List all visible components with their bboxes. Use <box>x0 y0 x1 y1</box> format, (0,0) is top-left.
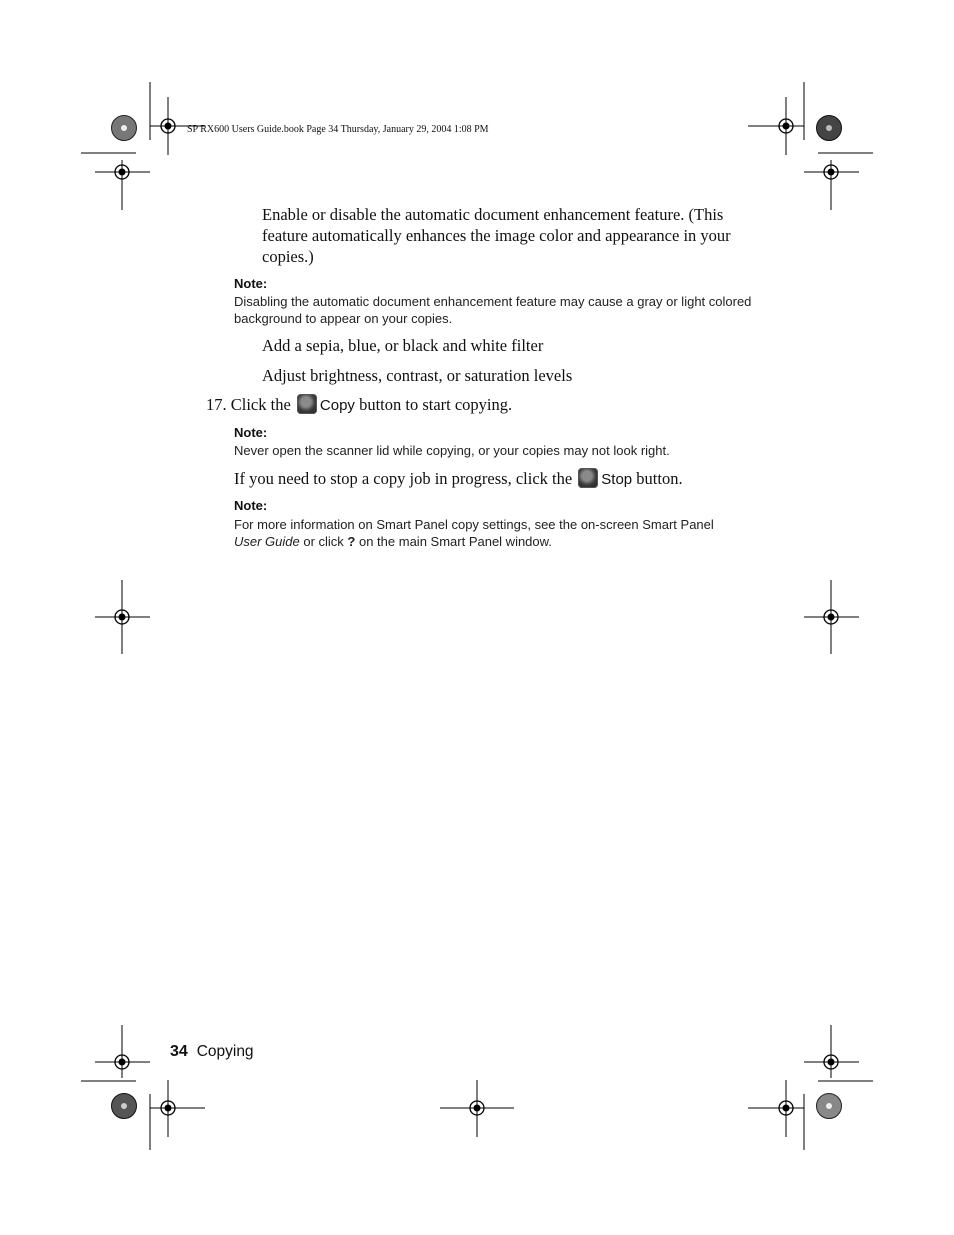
note-text-pre: For more information on Smart Panel copy settings, see the on-screen Smart Panel <box>234 517 714 532</box>
stop-text-post: button. <box>636 469 683 488</box>
step-number: 17. <box>206 395 227 414</box>
stop-text-pre: If you need to stop a copy job in progress, click the <box>234 469 573 488</box>
user-guide-ref: User Guide <box>234 534 300 549</box>
note-text <box>234 516 754 550</box>
stop-instruction <box>234 468 683 490</box>
note-text-mid: or click <box>299 534 348 549</box>
page-number: 34 <box>170 1043 188 1060</box>
adjust-item: Adjust brightness, contrast, or saturation levels <box>262 366 573 385</box>
note-label: Note: <box>234 498 268 513</box>
filter-item: Add a sepia, blue, or black and white filter <box>262 336 544 355</box>
note-text: Disabling the automatic document enhancement feature may cause a gray or light colored background to appear on your copies. <box>234 294 752 326</box>
stop-button-label: Stop <box>601 471 633 488</box>
note-label: Note: <box>234 425 268 440</box>
step-17 <box>206 394 512 416</box>
section-name: Copying <box>196 1043 254 1060</box>
page-footer <box>170 1043 254 1061</box>
running-header: SP RX600 Users Guide.book Page 34 Thursday, January 29, 2004 1:08 PM <box>187 124 489 135</box>
step-text-post: button to start copying. <box>359 395 513 414</box>
help-symbol: ? <box>347 534 356 549</box>
note-text-post: on the main Smart Panel window. <box>355 534 552 549</box>
note-label: Note: <box>234 276 268 291</box>
note-text: Never open the scanner lid while copying, or your copies may not look right. <box>234 443 670 458</box>
stop-button-icon[interactable] <box>578 468 598 488</box>
copy-button-label: Copy <box>319 397 355 414</box>
step-text-pre: Click the <box>230 395 291 414</box>
copy-button-icon[interactable] <box>297 394 317 414</box>
enhancement-paragraph: Enable or disable the automatic document enhancement feature. (This feature automatically enhances the image color and appearance in your copies.) <box>262 205 731 266</box>
